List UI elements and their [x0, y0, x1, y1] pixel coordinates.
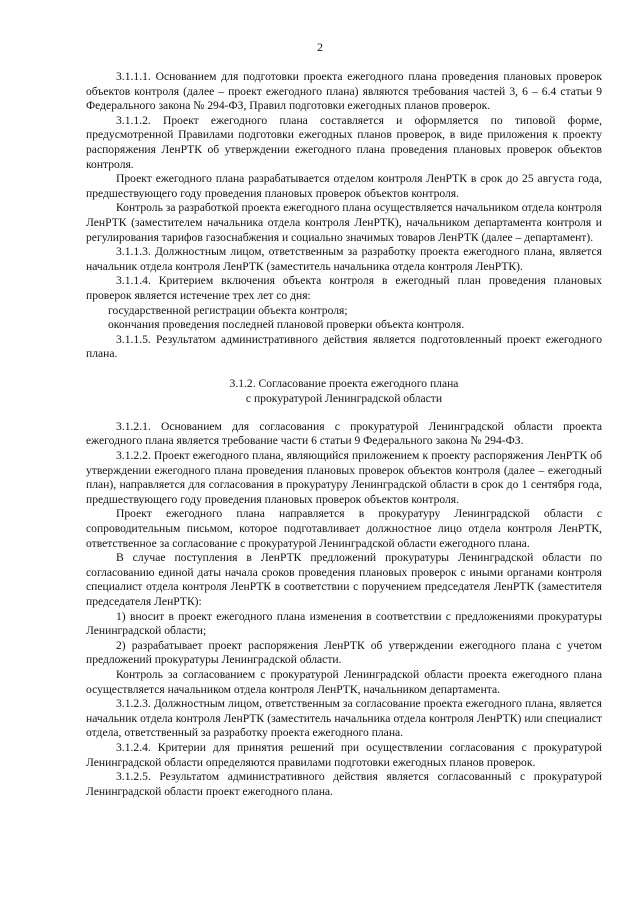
page-number: 2	[317, 40, 323, 54]
paragraph-prosecutor-proposals: В случае поступления в ЛенРТК предложений прокуратуры Ленинградской области по согласованию единой даты начала сроков проведения плановых проверок с иными органами контроля специалист отдела контроля ЛенРТК в соответствии с поручением председателя ЛенРТК (заместителя председателя ЛенРТК):	[86, 551, 602, 608]
paragraph-3-1-1-5: 3.1.1.5. Результатом административного действия является подготовленный проект ежегодного плана.	[86, 332, 602, 361]
paragraph-plan-control: Контроль за разработкой проекта ежегодного плана осуществляется начальником отдела контроля ЛенРТК (заместителем начальника отдела контроля ЛенРТК), начальником департамента контроля и регулирования тарифов газоснабжения и социально значимых товаров ЛенРТК (далее – департамент).	[86, 201, 602, 244]
paragraph-3-1-2-2: 3.1.2.2. Проект ежегодного плана, являющийся приложением к проекту распоряжения ЛенРТК об утверждении ежегодного плана проведения плановых проверок объектов контроля (далее – ежегодный план), направляется для согласования в прокуратуру Ленинградской области в срок до 1 сентября года, предшествующего году проведения плановых проверок объектов контроля.	[86, 449, 602, 506]
document-body	[86, 70, 602, 799]
paragraph-3-1-1-3: 3.1.1.3. Должностным лицом, ответственным за разработку проекта ежегодного плана, является начальник отдела контроля ЛенРТК (заместитель начальника отдела контроля ЛенРТК).	[86, 245, 602, 273]
paragraph-plan-deadline: Проект ежегодного плана разрабатывается отделом контроля ЛенРТК в срок до 25 августа года, предшествующего году проведения плановых проверок объектов контроля.	[86, 172, 602, 200]
paragraph-cover-letter: Проект ежегодного плана направляется в прокуратуру Ленинградской области с сопроводительным письмом, которое подготавливает должностное лицо отдела контроля ЛенРТК, ответственное за согласование с прокуратурой Ленинградской области ежегодного плана.	[86, 507, 602, 550]
paragraph-3-1-1-1: 3.1.1.1. Основанием для подготовки проекта ежегодного плана проведения плановых проверок объектов контроля (далее – проект ежегодного плана) являются требования частей 3, 6 – 6.4 статьи 9 Федерального закона № 294-ФЗ, Правил подготовки ежегодных планов проверок.	[86, 70, 602, 113]
paragraph-criterion-registration: государственной регистрации объекта контроля;	[108, 303, 348, 317]
paragraph-3-1-1-2: 3.1.1.2. Проект ежегодного плана составляется и оформляется по типовой форме, предусмотренной Правилами подготовки ежегодных планов проверок, в виде приложения к проекту распоряжения ЛенРТК об утверждении ежегодного плана проведения плановых проверок объектов контроля.	[86, 113, 602, 171]
section-heading-3-1-2	[86, 376, 602, 406]
paragraph-approval-control: Контроль за согласованием с прокуратурой Ленинградской области проекта ежегодного плана осуществляется начальником отдела контроля ЛенРТК, начальником департамента.	[86, 667, 602, 696]
paragraph-criterion-last-check: окончания проведения последней плановой проверки объекта контроля.	[108, 318, 465, 332]
paragraph-3-1-2-4: 3.1.2.4. Критерии для принятия решений при осуществлении согласования с прокуратурой Ленинградской области определяются правилами подготовки ежегодных планов проверок.	[86, 740, 602, 769]
paragraph-item-2: 2) разрабатывает проект распоряжения ЛенРТК об утверждении ежегодного плана с учетом предложений прокуратуры Ленинградской области.	[86, 638, 602, 667]
paragraph-3-1-2-5: 3.1.2.5. Результатом административного действия является согласованный с прокуратурой Ленинградской области проект ежегодного плана.	[86, 770, 602, 798]
paragraph-3-1-2-3: 3.1.2.3. Должностным лицом, ответственным за согласование проекта ежегодного плана, является начальник отдела контроля ЛенРТК (заместитель начальника отдела контроля ЛенРТК) или специалист отдела, ответственный за разработку проекта ежегодного плана.	[86, 697, 602, 740]
paragraph-3-1-2-1: 3.1.2.1. Основанием для согласования с прокуратурой Ленинградской области проекта ежегодного плана является требование части 6 статьи 9 Федерального закона № 294-ФЗ.	[86, 419, 602, 448]
paragraph-item-1: 1) вносит в проект ежегодного плана изменения в соответствии с предложениями прокуратуры Ленинградской области;	[86, 609, 602, 638]
section-heading-line-1: 3.1.2. Согласование проекта ежегодного плана	[229, 376, 459, 390]
paragraph-3-1-1-4: 3.1.1.4. Критерием включения объекта контроля в ежегодный план проведения плановых проверок является истечение трех лет со дня:	[86, 274, 602, 302]
section-heading-line-2: с прокуратурой Ленинградской области	[245, 391, 443, 405]
